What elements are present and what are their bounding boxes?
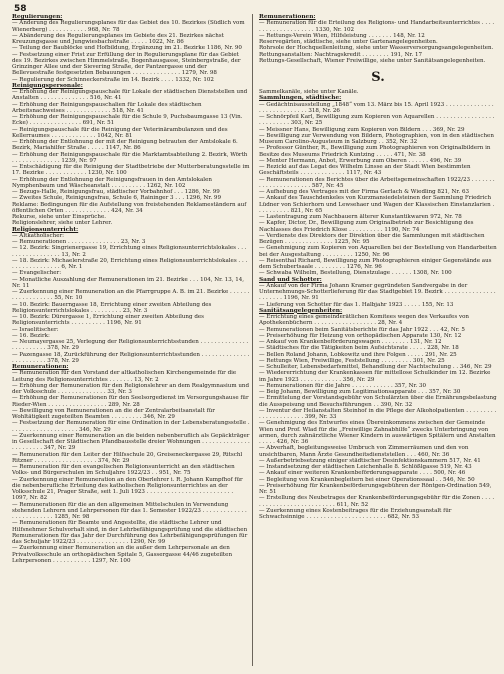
index-entry: — Erhöhung der Reinigungspauschale für Lokale der städtischen Dienststellen und Anstalten . . . . . . . . . . . . . . 516, Nr. 41 [12,89,248,102]
left-column [12,14,250,669]
index-entry: — Lastentragung zum Nachbauern älterer Kunstantikwaren 972, Nr. 78 [259,214,462,220]
index-entry: — Genehmigung zum Kopieren von Aquarellen bei der Bestellung von Handarbeiten bei der Ausgestaltung . . . . . . . . . 1250, Nr. 96 [259,245,497,258]
index-entry: — Begleitung von Krankenbegleitern bei einer Operationssaal . . 546, Nr. 50 [259,476,475,483]
index-entry: — Neumayergasse 25, Verlegung der Religionsunterrichtsstunden . . . . . . . . . . . . . . . . . . . . . . . . 378, Nr. 29 [12,339,249,352]
index-entry: — Bewilligung zur Verwendung von Bildern, Photographien, von in den städtischen Museum Carolino-Augusteum in Salzburg . . 352, Nr. 32 [259,132,494,145]
index-entry: — Zuerkennung einer Remuneration an den Oberlehrer i. R. Johann Kumpfhof für die nebenberufliche Erteilung des katholischen Religionsunterrichtes an der Volksschule 21, Prager Straße, seit 1. Juli 1923 . . . . . . . . . . . . . . . . . . . . . . . . . 1097, Nr. 82 [12,476,243,502]
index-entry: — Remunerationen für die Jahre . . . . . . . . . . . . 357, Nr. 30 [259,382,427,389]
index-entry: — 12. Bezirk: Singrienergasse 19, Errichtung eines Religionsunterrichtslokales . . . . . . . . . . . . . . . . . 13, Nr. 2 [12,245,247,258]
index-entry: — Errichtung eines gemeinderätlichen Komitees wegen des Verkaufes von Apothekenbüchern . . . . . . . . . . . . . . . . . . 28, Nr. 4 [259,314,469,327]
index-entry: — Reinigungspauschale für die Reinigung der Veterinärambulanzen und des Kellerraumes . . . . . . . . . . . . . 1042, Nr. 81 [12,126,228,139]
index-entry: — Zuerkennung einer Remuneration an die außer dem Lehrpersonale an den Privatvolksschule an orthopädischen Spitale 5, Gassergasse 44/46 zugeteilten Lehrpersonen . . . . . . . . . . . 1297, Nr. 100 [12,545,233,564]
index-entry: — Remunerationen des Berichtes über die Arbeitsgemeinschaften 1922/23 . . . . . . . . . . . . . . . . . . . . . . 587, Nr. 45 [259,176,495,189]
index-entry: — Bezugs-Halle, Reinigungsfrau, städtischer Vorbahnhof . . . 1286, Nr. 99 [12,189,220,195]
index-entry: — Bellen Roland Johann, Lobkowitz und ihre Folgen . . . . . 291, Nr. 25 [259,351,457,358]
index-entry: — Instandsetzung der städtischen Leichenhalle 8. Schlößlgasse 519, Nr. 43 [259,464,472,470]
index-entry: — Schulleiter, Lebensbedarfsmittel, Behandlung der Nachtschulung . . 346, Nr. 29 [259,364,492,370]
index-entry: — Preiserhöhung für Krankenbeförderungsgebühren der Röntgen-Ordination 549, Nr. 51 [259,482,492,495]
index-entry: — Außerbetriebsetzung einiger städtischer Desinfektionskammern 517, Nr. 41 [259,457,481,464]
index-entry: Reklame: Bedingungen für die Aufstellung von freistehenden Reklameständern auf öffentlichen Orten . . . . . . . . . . . . . 424, Nr. 34 [12,201,247,214]
index-entry: — Ankauf von der Firma Johann Kramer gegründeten Sandvergabe in der Unternehmungs-Schotterlieferung für das Stadtgebiet 19. Bezirk . . . . . . . . . . . . . . . . . . . . . . 1196, Nr. 91 [259,282,496,302]
index-entry: Sammelkanäle, siehe unter Kanäle. [259,89,359,95]
index-entry: — Menter Hermann, Anbot, Erwerbung zum Oberen . . . . . . 496, Nr. 39 [259,157,462,164]
section-heading: Sammlungen, städtische: [259,95,342,102]
index-entry: — Erhöhung der Entlohnung der Reinigungsfrauen in den Amtslokalen Nymphenbaum und Wäscheanstalt . . . . . . . . . . 1262, Nr. 102 [12,176,212,189]
section-heading: Religionsunterricht: [12,226,79,233]
index-entry: — 16. Bezirk: [12,332,50,339]
index-entry: — Rezicki auf das Legat des Wilhelm Linsse an der Stadt Wien bestimmten Geschäftsteils . . . . . . . . . . . . . 1117, Nr. 43 [259,164,471,177]
index-entry: — Schwaba Wilhelm, Bestellung, Dienstzulage . . . . . . 1308, Nr. 100 [259,270,452,277]
index-entry: — Monatliche Auszahlung der Remunerationen im 21. Bezirke . . . 104, Nr. 13, 14, Nr. 11 [12,276,245,289]
index-entry: — Altkatholischer: [12,232,65,239]
index-entry: — Ankauf des Tauschdenkeles von Kurzmansiedelsteinen der Sammlung Friedrich Lüdner von Schierhorn und Lewsehaer und Wagen der Klassischen Einstanzlarien . . . . . . . . . . 821, Nr. 65 [259,195,495,214]
index-entry: — Erhöhung der Remuneration für den Religionslehrer an dem Realgymnasium und der Volksschule . . . . . . . . . . . . . . 33, Nr. 3 [12,382,250,395]
index-entry: — 10. Bezirk: Dürergasse 1, Errichtung einer zweiten Abteilung des Religionsunterrichts . . . . . . . . . . 1196, Nr. 91 [12,314,205,327]
index-entry: — Zweites Schule, Reinigungsfrau, Schule 6, Raininger 3 . . . 1296, Nr. 99 [12,195,221,202]
index-entry: — Erhöhung der Entlohnung der mit der Reinigung betrauten der Amtslokale 6. Bezirk, Mariahilfer Straße . . . . . 1147, Nr. 86 [12,139,238,152]
section-heading: Sand und Schotter: [259,276,322,283]
index-entry: — Erhöhung der Reinigungspauschalien für Lokale des städtischen Arbeitsnachweises . . . . . . . . . . . . . 518, Nr. 41 [12,101,202,114]
index-entry: — Genehmigung des Entwurfes eines Übereinkommens zwischen der Gemeinde Wien und Prof. Wlad für die „Freiwillige Zahnabhilfe“ zwecks Unterbringung von armen, durch zahnärztliche Wiener Kindern in auswärtigen Spitälern und Anstalten . . . . . 426, Nr. 36 [259,420,496,445]
column-divider [252,14,253,666]
index-entry: — Gedächtnisausstellung „1848“ vom 13. März bis 15. April 1923 . . . . . . . . . . . . . . . . . . . . . . . . . . . . 318, Nr. 26 [259,101,494,114]
index-entry: — Erhöhung der Remunerationen für den Seelsorgedienst im Versorgungshause für Rieder-Wien . . . . . . . . . . . . . . . . . 289, Nr. 28 [12,395,249,408]
index-entry: — Remunerationen . . . . . . . . . . . . . . . 23, Nr. 3 [12,239,146,245]
index-entry: Rohrsole der Hochquellenleitung, siehe unter Wasserversorgungsangelegenheiten. [259,45,494,52]
index-entry: — Aufhebung des Vertrages mit der Firma Gerlach & Wiedling 821, Nr. 63 [259,189,470,195]
index-entry: — Ankauf von Krankenbeförderungswagen . . . . . . . . 131, Nr. 12 [259,339,442,345]
index-entry: — Erstellung des Neubetrages der Krankenbeförderungsgebühr für die Zonen . . . . . . . . . . . . . . . . . . . . . . . . . . 611, Nr. 52 [259,495,495,508]
index-entry: — Inventur der Heilanstalten Steinhof in die Pflege der Alkoholpatienten . . . . . . . . . . . . . . . . . . . . . . 399, Nr. 33 [259,407,497,420]
index-entry: — Abänderung des Regulierungsplanes im Gebiete des 21. Bezirkes nächst Kreuzungsgasse und Jungwiesbachstraße . . . . . 1022, Nr. 86 [12,32,224,45]
index-entry: — Kapfer, Dictor, Dr., Bewilligung zum Originalbetrieb zur Besichtigung des Nachlasses des Friedrich Klose . . . . . . . . . . 1190, Nr. 74 [259,220,474,233]
index-entry: — Meissner Hans, Bewilligung zum Kopieren von Bildern . . . 369, Nr. 29 [259,126,465,133]
index-entry: — 10. Bezirk: Bauerngasse 18, Errichtung einer zweiten Abteilung des Religionsunterrichtslokales . . . . . . . . . 23, Nr. 3 [12,301,212,314]
index-entry: — Professor Günther, R., Bewilligung zum Photographieren von Originalbildern in Besitze des Museums Friedrich Kuntzing . . . . . 471, Nr. 38 [259,145,491,158]
index-entry: Rettungs-Gesellschaft, Wiener Freiwillige, siehe unter Sanitätsangelegenheiten. [259,57,486,64]
index-entry: — Wiedererrichtung der Krankenkassen für mittellose Schulkinder im 12. Bezirke im Jahre 1923 . . . . . . . . . . . . 356, Nr. 29 [259,370,491,383]
index-entry: — Abverhaft, begleitungsweise Umbruch von Zimmerräumen und den von unsichtbaren, Mann Ärzte Gesundheitsdienststellen . . . 460, Nr. 36 [259,445,469,458]
index-entry: — Festsetzung der Remuneration für eine Ordination in der Lebensberatungsstelle . . . . . . . . . . . . . . . . . . . . 346, Nr. 29 [12,420,250,433]
letter-heading: S. [371,70,385,85]
index-entry: — Entschädigung für die Reinigung der Stadtbetriebe der Mutterberatungsstelle im 17. Bezirke . . . . . . . . . . . . 1230, Nr. 100 [12,164,250,177]
index-entry: — Bewilligung von Remunerationen an die der Zentralarbeitsanstalt für Wohltätigkeit zugeteilten Beamten . . . . . . . . . 346, Nr. 29 [12,407,215,420]
index-entry: — Erhöhung der Reinigungspauschale für die Marktamtsabteilung 2. Bezirk, Wörth . . . . . . . . . . . . . . 1239, Nr. 97 [12,151,248,164]
section-heading: Remunerationen: [259,14,316,20]
index-entry: — Remuneration für den Leiter der Hilfsschule 20, Greiseneckergasse 29, Ritschl Ritzner . . . . . . . . . . . . . . . . . . 374, Nr. 29 [12,451,243,464]
index-entry: Rettungsanstalten: Nachtragskredit . . . . . . . . 191, Nr. 17 [259,51,423,58]
index-entry: — Lieferung von Schotter für das 1. Halbjahr 1923 . . . . . 155, Nr. 13 [259,301,454,308]
index-entry: — Ermittelung der Vorstandsgebühr von Schulärzten über die Ernährungsbelastung die Ausspeisung und Besuchsführungen . . 390, Nr. 32 [259,395,497,408]
index-entry: — Israelitischer: [12,326,59,333]
index-entry: — Teilung der Baublöcke und Hofbildung, Ergänzung im 21. Bezirke 1186, Nr. 90 [12,45,242,52]
index-entry: — Remunerationen für Beamte und Angestellte, die städtische Lehrer und Hilfsnehmer Schulvorhalt sind, in der Lehrbefähigungsprüfung und die städtischen Remunerationen für das Jahr der Durchführung des Lehrbefähigungsprüfungen für das Schuljahr 1922/23 . . . . . . . . . . . . . . . 1290, Nr. 99 [12,520,248,545]
section-heading: Remunerationen: [12,364,69,370]
index-entry: — Zuerkennung eines Kostenbeitrages für die Erziehungsanstalt für Schwachsinnige . . . . . . . . . . . . . . . . . . . . . . . 682, Nr. 53 [259,507,452,520]
index-entry: — Remunerationen für die an den allgemeinen Mittelschulen in Verwendung stehenden Lehrern und Lehrpersonen für das 1. Semester 1922/23 . . . . . . . . . . . . . . . . . . . . . . . . . 1285, Nr. 98 [12,501,247,520]
index-entry: — Regulierung der Schinneckerstraße im 14. Bezirk . . . . 1332, Nr. 102 [12,76,214,83]
index-entry: — Zuerkennung einer Remuneration an die beiden nebenberuflich als Gepäckträger in Gesellschaft der Städtischen Pfandbausstelle dreier Wohnungen . . . . . . . . . . . . . . . . . . . . . . . 347, Nr. 29 [12,432,250,452]
index-entry: — Rettungs-Verein Wien, Hilfsleistung . . . . . . . 148, Nr. 12 [259,32,425,39]
index-entry: — Verdienste des Direktors der Direktion über die Sammlungen mit städtischen Bezügen . . . . . . . . . . . . . . 1225, Nr. 95 [259,232,485,245]
index-entry: — Schnörpfeil Karl, Bewilligung zum Kopieren von Aquarellen . . . . . . . . . . . . . . . . . . . . . . . . . . 303, Nr. 25 [259,114,495,127]
index-entry: Rekurse, siehe unter Einsprüche. [12,214,107,220]
right-column [259,14,497,669]
index-entry: — 18. Bezirk: Michaelerstraße 20, Errichtung eines Religionsunterrichtslokales . . . . . . . . . . . . . . . . . 6, Nr. 1 [12,257,248,270]
index-entry: Religionslehrer, siehe unter Lehrer. [12,220,113,227]
section-heading: Sanitätsangelegenheiten: [259,307,343,314]
index-entry: — Remuneration für die Erteilung des Religions- und Handarbeitsunterrichtes . . . . . . . . . . . . . . . . . . . . 1330, Nr. 102 [259,20,495,33]
index-entry: — Evangelischer: [12,270,62,277]
index-entry: — Remunerationen beim Sanitätsberichte für das Jahr 1922 . . . 42, Nr. 5 [259,326,465,333]
index-entry: — Erhöhung der Reinigungspauschale für die Schule 9, Puchsbaumgasse 13 (Vin. Ecke) . . . . . . . . . . . . . . . 691, Nr. 51 [12,114,243,127]
index-entry: — Preiserhöhung für Heizung von orthopädischen Apparate 130, Nr. 12 [259,332,462,339]
index-entry: — Zuerkennung einer Remuneration an die Pfarrgruppe A. B. im 21. Bezirke . . . . . . . . . . . . . . . . . . 55, Nr. 10 [12,289,250,302]
index-entry: — Pazengasse 18, Zurückführung der Religionsunterrichtsstunden . . . . . . . . . . . . . . . . . . . . . . . . 378, Nr. 29 [12,351,250,364]
index-entry: — Reisenthal Richard, Bewilligung zum Photographieren einiger Gegenstände aus dem Schubertsaale . . . . . . . . . 1276, Nr. 96 [259,257,492,270]
page-number: 58 [14,4,27,14]
index-entry: — Festsetzung einer Frist zur Erfüllung der in Regulierungsplane für das Gebiet des 19. Bezirkes zwischen Himmelstraße, Bogenhausgasse, Steinbergstraße, der Grinzinger Allee und der Sievering Straße, der Pantzergasse und der Bellevuestraße festgesetzten Bebauungen . . . . . . . . . . . . . . 1279, Nr. 98 [12,51,241,77]
section-heading: Regulierungen: [12,14,63,20]
section-heading: Reinigungspersonale: [12,82,83,89]
index-entry: — Städtisches für die Tätigkeiten beim Aufsichtsrate . . . . . 228, Nr. 18 [259,345,459,352]
index-entry: Reservegärten, städtische, siehe unter Gartenangelegenheiten. [259,39,438,45]
index-entry: — Remuneration für den Vorstand der altkatholischen Kirchengemeinde für die Leitung des Religionsunterrichtes . . . . . . . 13, Nr. 2 [12,370,237,383]
index-entry: — Änderung des Regulierungsplanes für das Gebiet des 10. Bezirkes (Südlich vom Wienerberg) . . . . . . . . . . . 968, Nr. 78 [12,20,245,33]
index-entry: — Beig Johann, Bewilligung zum Legitimationsapparate . . . 357, Nr. 30 [259,389,461,395]
index-entry: — Ankauf einer weiteren Krankenbeförderungsapparate . . . . 500, Nr. 46 [259,470,466,477]
index-entry: — Rettungs Wien, Freiwillige, Feststellung . . . . . . . . . 301, Nr. 25 [259,357,445,364]
index-entry: — Remuneration für den evangelischen Religionsunterricht an den städtischen Volks- und Bürgerschulen im Schuljahre 1922/23 . . 951, Nr. 75 [12,464,235,477]
